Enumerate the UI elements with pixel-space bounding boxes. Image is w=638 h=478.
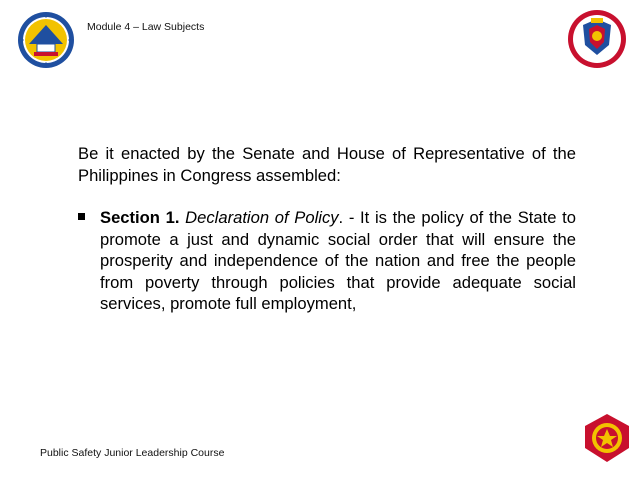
ppsc-seal-icon [582, 412, 632, 464]
academy-seal-icon [17, 11, 75, 69]
section-bullet [78, 207, 576, 315]
section-paragraph [100, 207, 576, 315]
module-label: Module 4 – Law Subjects [87, 21, 205, 33]
pnp-training-seal-icon [567, 9, 627, 69]
section-number: Section 1. [100, 208, 180, 227]
section-title: Declaration of Policy [185, 208, 339, 227]
section-body: . - It is the policy of the State to promote a just and dynamic social order that will ensure the prosperity and independence of the nation and free the people from poverty through policies that provide adequate social services, promote full employment, [100, 208, 576, 313]
enactment-clause: Be it enacted by the Senate and House of Representative of the Philippines in Congress assembled: [78, 144, 576, 185]
square-bullet-icon [78, 213, 85, 220]
course-label: Public Safety Junior Leadership Course [40, 447, 225, 459]
intro-paragraph [78, 143, 576, 186]
